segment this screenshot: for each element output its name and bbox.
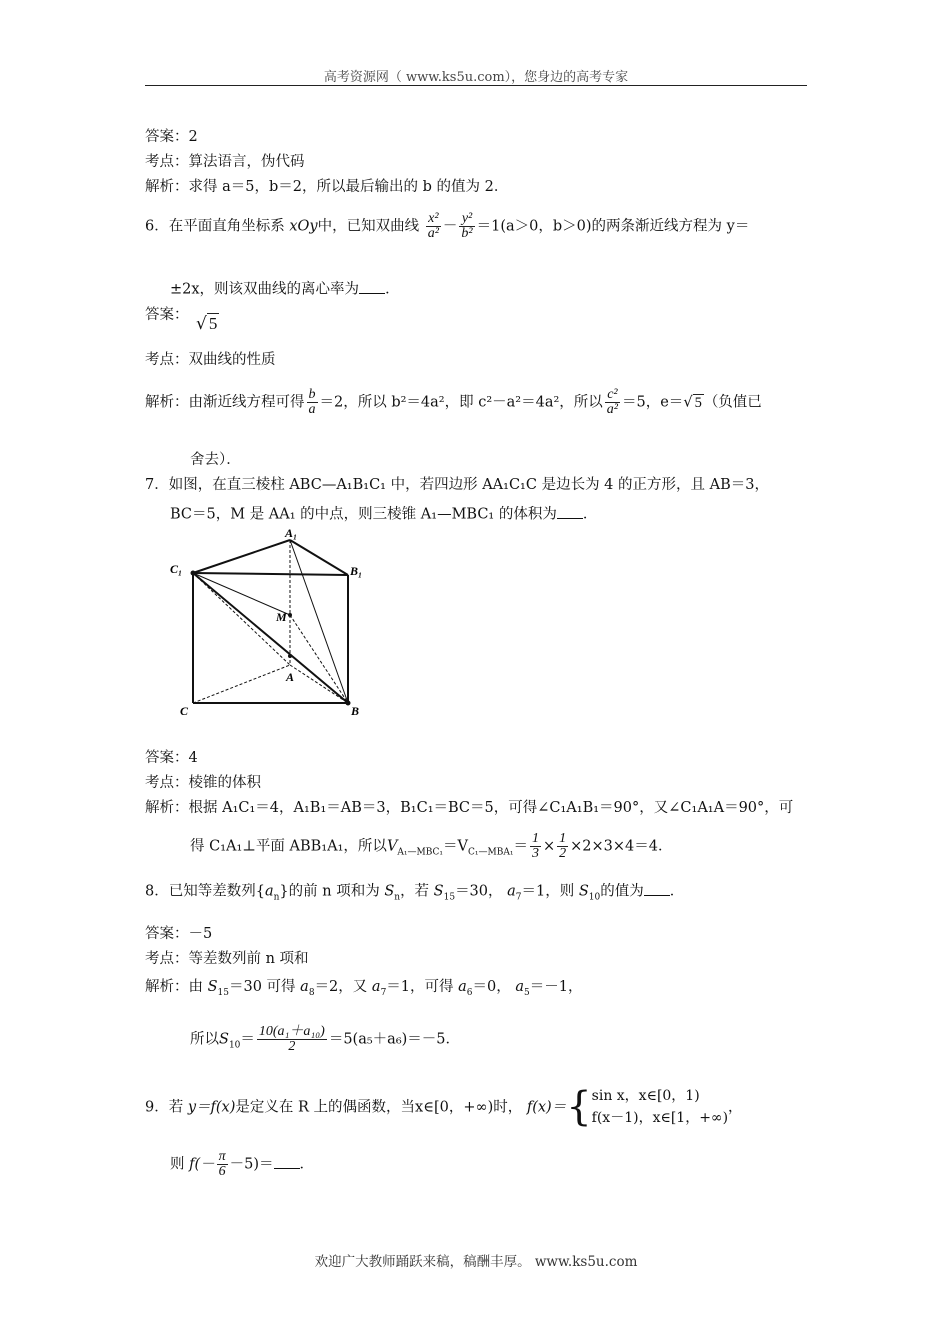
label-c: C: [180, 704, 189, 718]
q9-case1: sin x，x∈[0，1): [591, 1088, 700, 1104]
label-a: A: [286, 670, 295, 684]
q8-topic: 考点：等差数列前 n 项和: [145, 951, 309, 967]
point-m: [288, 613, 292, 617]
point-intersect: [288, 654, 292, 658]
q5-answer: 答案：2: [145, 129, 198, 145]
fraction-x2-a2: $\frac{\text{x²}}{\text{a²}}$: [427, 211, 439, 241]
fraction-y2-b2: $\frac{\text{y²}}{\text{b²}}$: [461, 211, 473, 241]
answer-blank: [359, 278, 385, 294]
prism-figure: [168, 525, 383, 720]
point-b: [346, 701, 351, 706]
q8-solution-line1: 解析：由 $S_{15}=30$ 可得 $a_8=2$，又 $a_7=1$，可得 $a_6=0$， $a_5=-1$，: [145, 979, 583, 998]
q9-stem: 9．若 y＝f(x)是定义在 R 上的偶函数，当x∈[0，+∞)时， f(x)＝{ sin x，x∈[0，1) f(x－1)，x∈[1，+∞) ，: [145, 1084, 743, 1131]
page-header: 高考资源网（ www.ks5u.com），您身边的高考专家: [323, 70, 629, 85]
q7-topic: 考点：棱锥的体积: [145, 775, 261, 791]
q6-answer-sqrt: √ 5: [196, 314, 218, 334]
q5-solution: 解析：求得 a＝5，b＝2，所以最后输出的 b 的值为 2．: [145, 179, 509, 195]
q8-solution-line2: 所以$S_{10}=$ $\frac{\text{10(a₁＋a₁₀)}}{2}$ ＝5(a₅＋a₆)＝－5．: [190, 1024, 461, 1054]
header-rule: [145, 85, 807, 86]
edge-c1-b1: [193, 573, 348, 575]
edge-c1-m: [193, 573, 290, 615]
q5-topic: 考点：算法语言，伪代码: [145, 154, 305, 170]
label-a1: A₁: [285, 526, 298, 540]
label-b1: B₁: [350, 564, 363, 578]
fraction-one-half: $\frac{1}{2}$: [559, 831, 567, 861]
q7-solution-line1: 解析：根据 A₁C₁＝4，A₁B₁＝AB＝3，B₁C₁＝BC＝5，可得∠C₁A₁B₁＝90°，又∠C₁A₁A＝90°，可: [145, 800, 794, 816]
answer-blank: [557, 503, 583, 519]
edge-a1-b1: [290, 540, 348, 575]
q6-solution-line2: 舍去）．: [190, 452, 241, 468]
sqrt-5: √ 5: [683, 394, 702, 411]
fraction-b-a: $\frac{b}{a}$: [308, 387, 316, 417]
q6-topic: 考点：双曲线的性质: [145, 352, 276, 368]
q6-stem: 6．在平面直角坐标系 xOy中，已知双曲线 $\frac{\text{x²}}{\text{a²}}$ － $\frac{\text{y²}}{\text{b²}}$ ＝1(a＞0，b＞0)的两条渐近线方程为 y＝: [145, 211, 750, 241]
label-m: M: [276, 610, 287, 624]
answer-blank: [274, 1153, 300, 1169]
label-b: B: [351, 704, 360, 718]
q9-stem-line2: 则 f(－ $\frac{\pi}{6}$ －5)＝ ．: [170, 1149, 315, 1179]
q6-stem-line2: ±2x，则该双曲线的离心率为 ．: [170, 278, 400, 297]
q9-case2: f(x－1)，x∈[1，+∞): [591, 1110, 729, 1127]
q7-answer: 答案：4: [145, 750, 198, 766]
q7-solution-line2: 得 C₁A₁⊥平面 ABB₁A₁，所以$V_{A_1—MBC_1}=V_{C_1—MBA_1}=$ $\frac{1}{3}$ × $\frac{1}{2}$ ×2×3×4＝4．: [190, 831, 673, 861]
answer-blank: [644, 880, 670, 896]
fraction-pi-6: $\frac{\pi}{6}$: [218, 1149, 226, 1179]
q6-answer-label: 答案：: [145, 307, 189, 323]
q7-stem-line2: BC＝5，M 是 AA₁ 的中点，则三棱锥 A₁—MBC₁ 的体积为 ．: [170, 503, 597, 522]
q8-answer: 答案：－5: [145, 926, 213, 942]
page-footer: 欢迎广大教师踊跃来稿，稿酬丰厚。 www.ks5u.com: [314, 1254, 638, 1270]
fraction-one-third: $\frac{1}{3}$: [531, 831, 539, 861]
point-c1: [191, 571, 196, 576]
q6-solution: 解析：由渐近线方程可得 $\frac{b}{a}$ ＝2，所以 b²＝4a²，即 c²－a²＝4a²，所以 $\frac{\text{c²}}{\text{a²}}$ ＝5，e＝√ 5 （负值已: [145, 387, 762, 417]
fraction-s10: $\frac{\text{10(a₁＋a₁₀)}}{2}$: [258, 1024, 325, 1054]
edge-c-a: [193, 665, 290, 703]
fraction-c2-a2: $\frac{\text{c²}}{\text{a²}}$: [606, 387, 618, 417]
q7-stem-line1: 7．如图，在直三棱柱 ABC—A₁B₁C₁ 中，若四边形 AA₁C₁C 是边长为 4 的正方形，且 AB＝3，: [145, 477, 769, 493]
edge-m-b: [290, 615, 348, 703]
edge-c1-a1: [193, 540, 290, 573]
q8-stem: 8．已知等差数列$\{a_n\}$的前 n 项和为 $S_n$，若 $S_{15}=30$， $a_7=1$，则 $S_{10}$的值为 ．: [145, 880, 684, 899]
label-c1: C₁: [170, 562, 183, 576]
edge-a-b: [290, 665, 348, 703]
